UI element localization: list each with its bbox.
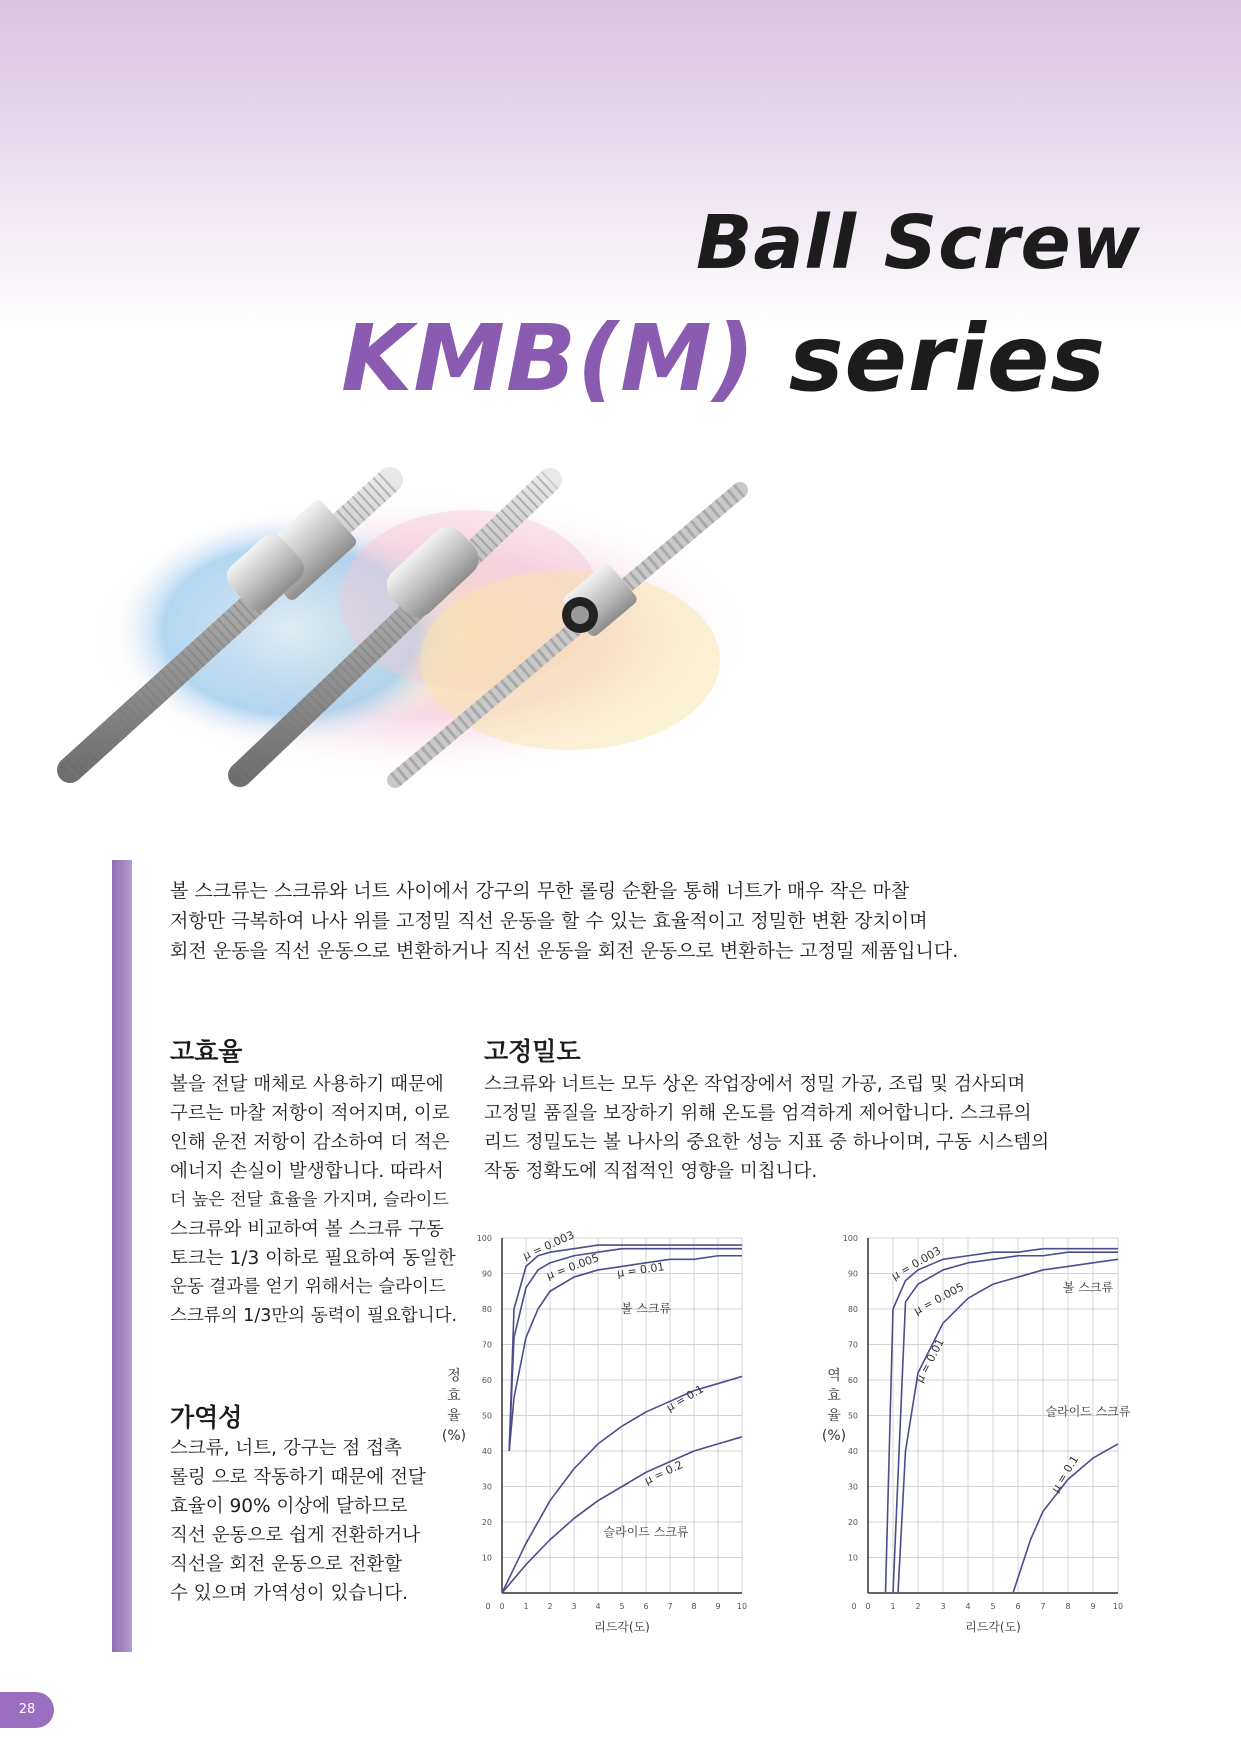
body-line: 작동 정확도에 직접적인 영향을 미칩니다. xyxy=(484,1161,818,1182)
series-line xyxy=(509,1249,742,1451)
group-label: 슬라이드 스크류 xyxy=(1045,1404,1131,1419)
body-line: 직선 운동으로 쉽게 전환하거나 xyxy=(170,1525,420,1546)
reverse-efficiency-chart xyxy=(820,1220,1160,1640)
y-tick-label: 70 xyxy=(481,1340,492,1350)
page-title: Ball Screw xyxy=(695,200,1141,286)
y-tick-label: 60 xyxy=(481,1376,492,1385)
intro-line: 볼 스크류는 스크류와 너트 사이에서 강구의 무한 롤링 순환을 통해 너트가 매우 작은 마찰 xyxy=(170,880,910,902)
section-title-reversibility: 가역성 xyxy=(170,1403,243,1432)
series-label: μ = 0.2 xyxy=(642,1458,685,1488)
y-tick-label: 30 xyxy=(847,1482,858,1492)
x-axis-label: 리드각(도) xyxy=(965,1620,1021,1634)
x-tick-label: 9 xyxy=(715,1602,721,1611)
x-tick-label: 4 xyxy=(965,1602,971,1611)
y-axis-label: 역 효 율 (%) xyxy=(821,1368,847,1444)
series-label: μ = 0.1 xyxy=(1048,1453,1082,1495)
x-tick-label: 7 xyxy=(667,1602,673,1611)
x-tick-label: 0 xyxy=(865,1602,871,1611)
reverse-efficiency-svg xyxy=(820,1220,1160,1640)
body-line: 롤링 으로 작동하기 때문에 전달 xyxy=(170,1467,426,1488)
x-tick-label: 9 xyxy=(1090,1602,1096,1611)
y-tick-label: 100 xyxy=(476,1234,492,1243)
series-label: μ = 0.003 xyxy=(520,1228,577,1263)
x-tick-label: 1 xyxy=(523,1602,529,1611)
x-tick-label: 3 xyxy=(571,1602,577,1611)
group-label: 볼 스크류 xyxy=(620,1301,672,1316)
series-label: μ = 0.005 xyxy=(911,1280,967,1318)
x-axis-label: 리드각(도) xyxy=(594,1620,650,1634)
series-suffix: series xyxy=(755,305,1106,412)
x-tick-label: 7 xyxy=(1040,1602,1046,1611)
section-body-precision xyxy=(484,1070,1084,1186)
body-line: 볼을 전달 매체로 사용하기 때문에 xyxy=(170,1074,444,1095)
y-tick-label: 90 xyxy=(847,1269,858,1279)
x-tick-label: 0 xyxy=(499,1602,505,1611)
forward-efficiency-chart xyxy=(440,1220,780,1640)
x-tick-label: 2 xyxy=(547,1602,553,1611)
intro-line: 저항만 극복하여 나사 위를 고정밀 직선 운동을 할 수 있는 효율적이고 정밀한 변환 장치이며 xyxy=(170,910,928,932)
y-tick-label: 60 xyxy=(847,1376,858,1385)
origin-tick-label: 0 xyxy=(485,1602,491,1611)
intro-line: 회전 운동을 직선 운동으로 변환하거나 직선 운동을 회전 운동으로 변환하는 고정밀 제품입니다. xyxy=(170,940,959,962)
x-tick-label: 2 xyxy=(915,1602,921,1611)
series-label: μ = 0.01 xyxy=(912,1336,947,1385)
y-tick-label: 30 xyxy=(481,1482,492,1492)
y-tick-label: 80 xyxy=(481,1305,492,1314)
y-tick-label: 40 xyxy=(481,1447,492,1456)
y-tick-label: 40 xyxy=(847,1447,858,1456)
body-line: 리드 정밀도는 볼 나사의 중요한 성능 지표 중 하나이며, 구동 시스템의 xyxy=(484,1132,1050,1153)
intro-paragraph xyxy=(170,876,1070,966)
x-tick-label: 1 xyxy=(890,1602,896,1611)
y-tick-label: 90 xyxy=(481,1269,492,1279)
y-tick-label: 50 xyxy=(481,1411,492,1421)
series-label: μ = 0.003 xyxy=(889,1244,944,1283)
section-title-precision: 고정밀도 xyxy=(484,1037,581,1066)
body-line: 인해 운전 저항이 감소하여 더 적은 xyxy=(170,1132,450,1153)
series-model: KMB(M) xyxy=(341,305,756,412)
series-title xyxy=(341,305,1106,412)
x-tick-label: 5 xyxy=(619,1602,625,1611)
body-line: 스크류의 1/3만의 동력이 필요합니다. xyxy=(170,1306,458,1326)
body-line: 수 있으며 가역성이 있습니다. xyxy=(170,1583,408,1604)
y-tick-label: 10 xyxy=(481,1553,492,1563)
y-tick-label: 80 xyxy=(847,1305,858,1314)
series-label: μ = 0.01 xyxy=(616,1260,666,1280)
body-line: 운동 결과를 얻기 위해서는 슬라이드 xyxy=(170,1277,446,1297)
body-line: 효율이 90% 이상에 달하므로 xyxy=(170,1496,408,1517)
origin-tick-label: 0 xyxy=(851,1602,857,1611)
y-tick-label: 70 xyxy=(847,1340,858,1350)
body-line: 스크류와 너트는 모두 상온 작업장에서 정밀 가공, 조립 및 검사되며 xyxy=(484,1074,1026,1095)
y-tick-label: 100 xyxy=(842,1234,858,1243)
x-tick-label: 10 xyxy=(1112,1602,1124,1611)
section-body-efficiency xyxy=(170,1070,460,1331)
group-label: 슬라이드 스크류 xyxy=(603,1525,689,1540)
x-tick-label: 3 xyxy=(940,1602,946,1611)
body-line: 에너지 손실이 발생합니다. 따라서 xyxy=(170,1161,444,1182)
accent-sidebar-bar xyxy=(112,860,132,1652)
y-tick-label: 20 xyxy=(481,1518,492,1527)
body-line: 스크류와 비교하여 볼 스크류 구동 xyxy=(170,1219,444,1240)
body-line: 구르는 마찰 저항이 적어지며, 이로 xyxy=(170,1103,450,1124)
x-tick-label: 6 xyxy=(1015,1602,1021,1611)
section-title-efficiency: 고효율 xyxy=(170,1037,243,1066)
x-tick-label: 8 xyxy=(691,1602,697,1611)
x-tick-label: 10 xyxy=(736,1602,748,1611)
y-axis-label: 정 효 율 (%) xyxy=(441,1368,467,1444)
x-tick-label: 5 xyxy=(990,1602,996,1611)
page-number: 28 xyxy=(0,1692,54,1728)
series-label: μ = 0.005 xyxy=(544,1251,601,1283)
x-tick-label: 6 xyxy=(643,1602,649,1611)
group-label: 볼 스크류 xyxy=(1062,1280,1114,1295)
y-tick-label: 20 xyxy=(847,1518,858,1527)
series-label: μ = 0.1 xyxy=(664,1382,706,1415)
ball-screw-illustration xyxy=(50,460,790,800)
body-line: 직선을 회전 운동으로 전환할 xyxy=(170,1554,403,1575)
body-line: 스크류, 너트, 강구는 점 접촉 xyxy=(170,1438,402,1459)
forward-efficiency-svg xyxy=(440,1220,780,1640)
x-tick-label: 8 xyxy=(1065,1602,1071,1611)
series-line xyxy=(509,1256,742,1451)
x-tick-label: 4 xyxy=(595,1602,601,1611)
body-line: 고정밀 품질을 보장하기 위해 온도를 엄격하게 제어합니다. 스크류의 xyxy=(484,1103,1032,1124)
y-tick-label: 10 xyxy=(847,1553,858,1563)
y-tick-label: 50 xyxy=(847,1411,858,1421)
body-line: 토크는 1/3 이하로 필요하여 동일한 xyxy=(170,1248,456,1269)
body-line: 더 높은 전달 효율을 가지며, 슬라이드 xyxy=(170,1190,449,1210)
section-body-reversibility xyxy=(170,1434,440,1608)
